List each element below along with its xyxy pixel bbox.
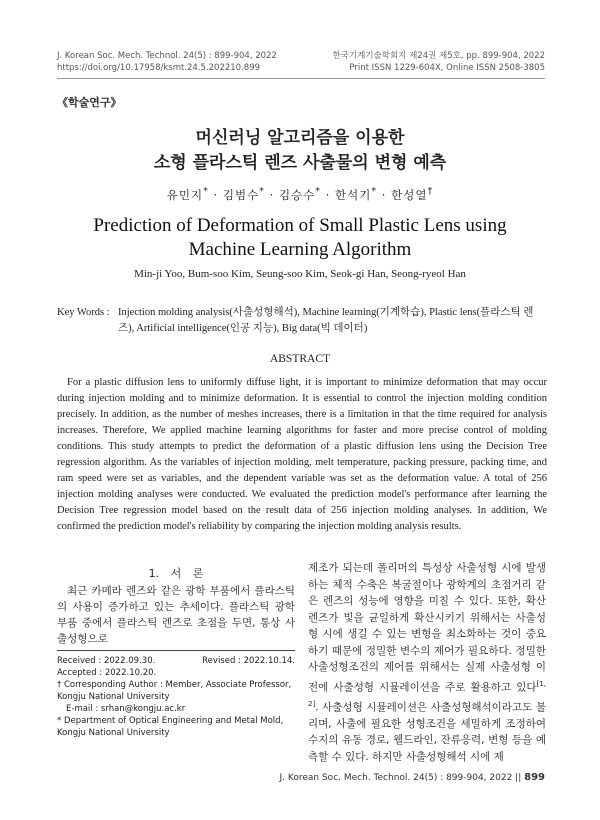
author-kr-5-mark: † — [427, 186, 434, 197]
title-korean-line1: 머신러닝 알고리즘을 이용한 — [195, 128, 405, 148]
introduction-text-right — [308, 560, 546, 765]
department-note: * Department of Optical Engineering and Metal Mold, Kongju National University — [57, 716, 284, 738]
header-divider — [57, 78, 545, 79]
footnotes — [57, 655, 295, 739]
keywords-label: Key Words : — [57, 307, 110, 318]
revised-date: Revised : 2022.10.14. — [202, 656, 295, 666]
accepted-date: Accepted : 2022.10.20. — [57, 668, 157, 678]
abstract-text: For a plastic diffusion lens to uniformly diffuse light, it is important to minimize deformation that may occur during injection molding and to minimize deformation. It is essential to control the injection molding condition precisely. In addition, as the number of meshes increases, there is a limitation in that the time required for analysis increases. Therefore, We applied machine learning algorithms for faster and more precise control of molding conditions. This study attempts to predict the deformation of a plastic diffusion lens using the Decision Tree regression algorithm. As the variables of injection molding, melt temperature, packing pressure, packing time, and ram speed were set as variables, and the dependent variable was set as the deformation value. A total of 256 injection molding analyses were conducted. We evaluated the prediction model's performance after learning the Decision Tree regression model based on the result data of 256 injection molding analyses. In addition, We confirmed the prediction model's reliability by comparing the injection molding analysis results. — [57, 377, 547, 532]
section-heading-introduction: 1. 서 론 — [148, 567, 204, 580]
footnote-divider — [57, 650, 295, 651]
author-kr-5: 한성열 — [391, 187, 428, 202]
introduction-text-left: 최근 카메라 렌즈와 같은 광학 부품에서 플라스틱의 사용이 증가하고 있는 추세이다. 플라스틱 광학 부품 중에서 플라스틱 렌즈로 초점을 두면, 통상 사출성형으로 — [57, 585, 295, 645]
abstract-heading: ABSTRACT — [269, 353, 331, 365]
page-footer — [280, 772, 545, 783]
page-number: 899 — [524, 772, 545, 783]
author-kr-3-mark: * — [315, 186, 322, 197]
footer-citation: J. Korean Soc. Mech. Technol. 24(5) : 899-904, 2022 || — [279, 773, 522, 783]
title-english-line1: Prediction of Deformation of Small Plastic Lens using — [93, 215, 507, 236]
running-header-right — [332, 50, 545, 74]
running-header-left — [57, 50, 277, 74]
dates-row — [57, 655, 295, 667]
author-kr-1-mark: * — [203, 186, 209, 197]
issn-info: Print ISSN 1229-604X, Online ISSN 2508-3805 — [349, 63, 545, 73]
title-english — [0, 214, 600, 262]
author-email[interactable]: E-mail : srhan@kongju.ac.kr — [66, 704, 186, 714]
title-korean-line2: 소형 플라스틱 렌즈 사출물의 변형 예측 — [153, 153, 447, 173]
authors-english: Min-ji Yoo, Bum-soo Kim, Seung-soo Kim, Seok-gi Han, Seong-ryeol Han — [134, 268, 466, 280]
author-kr-4-mark: * — [371, 186, 378, 197]
corresponding-author: † Corresponding Author : Member, Associate Professor, Kongju National University — [57, 680, 292, 702]
author-kr-2: 김범수 — [222, 187, 260, 202]
authors-korean: 유민지* · 김범수* · 김승수* · 한석기* · 한성열† — [166, 186, 434, 202]
author-kr-3: 김승수 — [278, 187, 316, 202]
journal-citation: J. Korean Soc. Mech. Technol. 24(5) : 899-904, 2022 — [57, 51, 277, 61]
keywords-block — [57, 305, 547, 337]
journal-citation-kr: 한국기계기술학회지 제24권 제5호, pp. 899-904, 2022 — [332, 51, 545, 61]
author-kr-1: 유민지 — [166, 187, 204, 202]
title-english-line2: Machine Learning Algorithm — [188, 239, 412, 260]
reference-citation[interactable]: [1, 2] — [308, 679, 546, 708]
author-kr-4: 한석기 — [335, 187, 372, 202]
author-kr-2-mark: * — [259, 186, 265, 197]
received-date: Received : 2022.09.30. — [57, 656, 156, 666]
body-text-part2: . 사출성형 시뮬레이션은 사출성형해석이라고도 불리며, 사출에 필요한 성형조건을 세밀하게 조정하여 수지의 유동 경로, 웰드라인, 잔류응력, 변형 등을 예측할 수 있다. 하지만 사출성형해석 시에 제 — [308, 701, 546, 763]
title-korean — [0, 126, 600, 176]
article-category: 《학술연구》 — [57, 96, 122, 109]
keywords-text: Injection molding analysis(사출성형해석), Machine learning(기계학습), Plastic lens(플라스틱 렌즈), Artificial intelligence(인공 지능), Big data(빅 데이터) — [118, 307, 534, 334]
body-text-part1: 제조가 되는데 폴리머의 특성상 사출성형 시에 발생하는 체적 수축은 복굴절이나 광학계의 초점거리 같은 렌즈의 성능에 영향을 미칠 수 있다. 또한, 확산 렌즈가 빛을 균일하게 확산시키기 위해서는 사출성형 시에 생길 수 있는 변형을 최소화하는 것이 중요하기 때문에 정밀한 변수의 제어가 필요하다. 정밀한 사출성형조건의 제어를 위해서는 실제 사출성형 이전에 사출성형 시뮬레이션을 주로 활용하고 있다 — [308, 562, 546, 693]
doi-link[interactable]: https://doi.org/10.17958/ksmt.24.5.202210.899 — [57, 63, 261, 73]
